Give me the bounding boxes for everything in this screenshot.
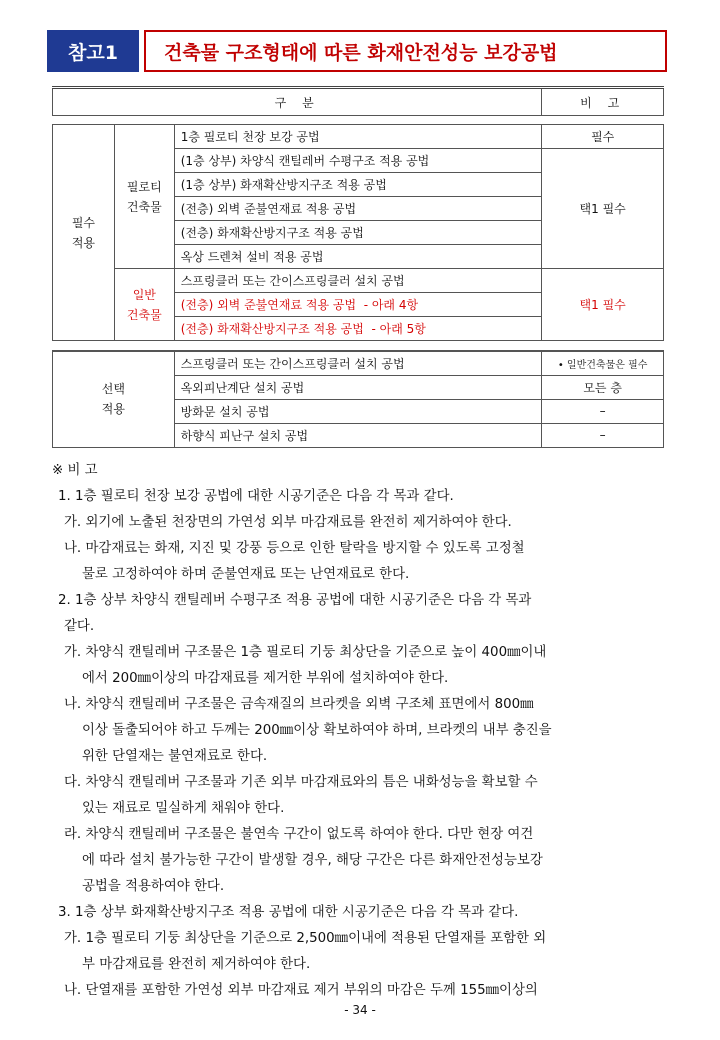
methods-table — [52, 86, 664, 341]
document-title: 건축물 구조형태에 따른 화재안전성능 보강공법 — [144, 30, 667, 72]
note-line: 있는 재료로 밀실하게 채워야 한다. — [82, 801, 285, 816]
table-row-item: 스프링클러 또는 간이스프링클러 설치 공법 — [174, 269, 542, 293]
table-row-item: (전층) 외벽 준불연재료 적용 공법 — [174, 197, 542, 221]
notes-title: ※ 비 고 — [52, 463, 98, 478]
row-remark: – — [542, 399, 664, 423]
table-row-item: (1층 상부) 차양식 캔틸레버 수평구조 적용 공법 — [174, 149, 542, 173]
reference-badge: 참고1 — [47, 30, 139, 72]
note-line: 라. 차양식 캔틸레버 구조물은 불연속 구간이 없도록 하여야 한다. 다만 현장 여건 — [64, 827, 534, 842]
table-row-item: 방화문 설치 공법 — [174, 399, 542, 423]
note-line: 공법을 적용하여야 한다. — [82, 879, 225, 894]
general-label — [114, 269, 174, 341]
row-remark: – — [542, 423, 664, 447]
required-label-text: 필수 적용 — [71, 215, 96, 250]
piloti-label-text: 필로티 건축물 — [126, 179, 162, 214]
row-item-note: - 아래 5항 — [371, 322, 426, 336]
piloti-label — [114, 125, 174, 269]
table-row-item: (전층) 화재확산방지구조 적용 공법 — [174, 221, 542, 245]
row-remark: 모든 층 — [542, 375, 664, 399]
note-line: 다. 차양식 캔틸레버 구조물과 기존 외부 마감재료와의 틈은 내화성능을 확보할 수 — [64, 775, 538, 790]
note-line: 같다. — [64, 619, 95, 634]
row-item-note: - 아래 4항 — [363, 298, 419, 312]
note-line: 에 따라 설치 불가능한 구간이 발생할 경우, 해당 구간은 다른 화재안전성능보강 — [82, 853, 543, 868]
note-line: 나. 차양식 캔틸레버 구조물은 금속재질의 브라켓을 외벽 구조체 표면에서 800㎜ — [64, 697, 534, 712]
col-header-remark: 비 고 — [542, 88, 664, 116]
optional-label — [53, 351, 175, 447]
note-line: 가. 차양식 캔틸레버 구조물은 1층 필로티 기둥 최상단을 기준으로 높이 400㎜이내 — [64, 645, 547, 660]
optional-methods-table — [52, 350, 664, 448]
col-header-category: 구 분 — [53, 88, 542, 116]
general-label-text: 일반 건축물 — [126, 287, 162, 322]
row-item-text: (전층) 화재확산방지구조 적용 공법 — [180, 322, 364, 336]
note-line: 3. 1층 상부 화재확산방지구조 적용 공법에 대한 시공기준은 다음 각 목과 같다. — [58, 905, 519, 920]
row-remark: 택1 필수 — [542, 149, 664, 269]
note-line: 가. 1층 필로티 기둥 최상단을 기준으로 2,500㎜이내에 적용된 단열재를 포함한 외 — [64, 931, 547, 946]
page-header — [47, 30, 667, 74]
note-line: 위한 단열재는 불연재료로 한다. — [82, 749, 268, 764]
table-row-item: 하향식 피난구 설치 공법 — [174, 423, 542, 447]
table-row-item: (1층 상부) 화재확산방지구조 적용 공법 — [174, 173, 542, 197]
note-line: 1. 1층 필로티 천장 보강 공법에 대한 시공기준은 다음 각 목과 같다. — [58, 489, 454, 504]
note-line: 부 마감재료를 완전히 제거하여야 한다. — [82, 957, 311, 972]
row-remark: 택1 필수 — [542, 269, 664, 341]
page-number: - 34 - — [344, 1003, 376, 1017]
row-item-text: (전층) 외벽 준불연재료 적용 공법 — [180, 298, 357, 312]
note-line: 나. 단열재를 포함한 가연성 외부 마감재료 제거 부위의 마감은 두께 155㎜이상의 — [64, 983, 538, 998]
row-remark: • 일반건축물은 필수 — [542, 351, 664, 375]
table-row-item — [174, 317, 542, 341]
row-remark: 필수 — [542, 125, 664, 149]
required-label — [53, 125, 115, 341]
note-line: 에서 200㎜이상의 마감재료를 제거한 부위에 설치하여야 한다. — [82, 671, 449, 686]
table-row-item: 옥상 드렌쳐 설비 적용 공법 — [174, 245, 542, 269]
note-line: 가. 외기에 노출된 천장면의 가연성 외부 마감재료를 완전히 제거하여야 한다. — [64, 515, 512, 530]
table-row-item: 1층 필로티 천장 보강 공법 — [174, 125, 542, 149]
table-row-item — [174, 293, 542, 317]
table-row-item: 스프링클러 또는 간이스프링클러 설치 공법 — [174, 351, 542, 375]
table-separator — [53, 116, 664, 125]
note-line: 이상 돌출되어야 하고 두께는 200㎜이상 확보하여야 하며, 브라켓의 내부 충진을 — [82, 723, 552, 738]
note-line: 2. 1층 상부 차양식 캔틸레버 수평구조 적용 공법에 대한 시공기준은 다음 각 목과 — [58, 593, 532, 608]
table-row-item: 옥외피난계단 설치 공법 — [174, 375, 542, 399]
notes-section — [52, 458, 672, 1004]
optional-label-text: 선택 적용 — [101, 382, 125, 417]
note-line: 나. 마감재료는 화재, 지진 및 강풍 등으로 인한 탈락을 방지할 수 있도록 고정철 — [64, 541, 525, 556]
note-line: 물로 고정하여야 하며 준불연재료 또는 난연재료로 한다. — [82, 567, 410, 582]
